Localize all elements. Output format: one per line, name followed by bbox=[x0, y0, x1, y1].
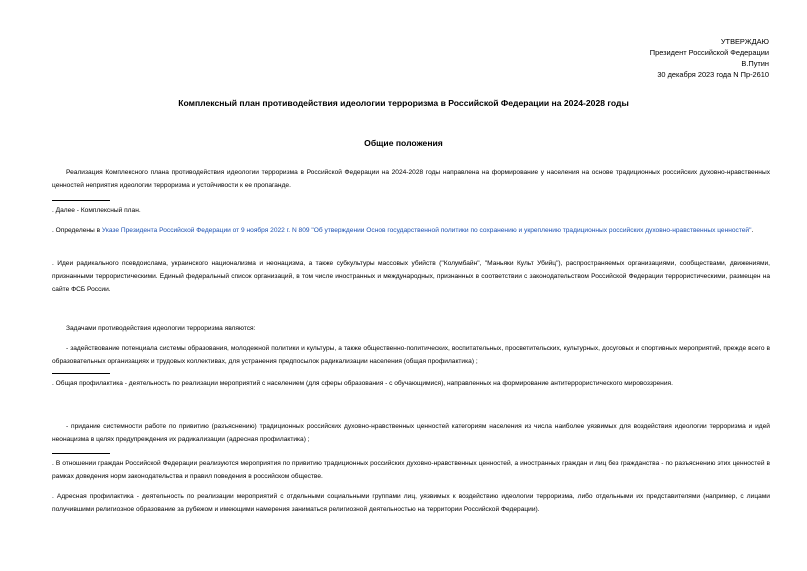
task-1-end: ; bbox=[474, 358, 478, 365]
footnote-5 bbox=[52, 457, 770, 483]
decree-link[interactable]: Указе Президента Российской Федерации от 9 ноября 2022 г. N 809 "Об утверждении Основ государственной политики по сохранению и укреплению традиционных российских духовно-нравственных ценностей" bbox=[101, 227, 752, 234]
task-2-text-b: традиционных российских духовно-нравственных ценностей категориям населения из числа наиболее уязвимых для воздействия идеологии терроризма и идей неонацизма в целях предупреждения их радикализации (адресная профилактика) bbox=[52, 423, 770, 443]
footnote-1-text: . Далее - Комплексный план. bbox=[52, 207, 141, 214]
approval-position: Президент Российской Федерации bbox=[649, 48, 769, 57]
footnote-6 bbox=[52, 490, 770, 516]
footnote-4-text: . Общая профилактика - деятельность по реализации мероприятий с населением (для сферы образования - с обучающимися), направленных на формирование антитеррористического мировоззрения. bbox=[52, 380, 673, 387]
approval-label: УТВЕРЖДАЮ bbox=[720, 37, 769, 46]
task-targeted-prevention bbox=[52, 420, 770, 446]
approval-date: 30 декабря 2023 года N Пр-2610 bbox=[657, 70, 769, 79]
intro-text-d: и устойчивости к ее пропаганде. bbox=[189, 182, 291, 189]
footnote-3 bbox=[52, 257, 770, 296]
approval-block bbox=[509, 36, 769, 80]
footnote-6-text: . Адресная профилактика - деятельность по реализации мероприятий с отдельными социальными группами лиц, уязвимых к воздействию идеологии терроризма, либо отдельными их представителями (например, с лицами получившими религиозное образование за рубежом и имеющими намерения заниматься религиозной деятельностью на территории Российской Федерации). bbox=[52, 493, 770, 513]
document-title: Комплексный план противодействия идеологии терроризма в Российской Федерации на 2024-2028 годы bbox=[178, 98, 629, 108]
footnote-4 bbox=[52, 377, 770, 390]
footnote-5-text: . В отношении граждан Российской Федерации реализуются мероприятия по привитию традиционных российских духовно-нравственных ценностей, а иностранных граждан и лиц без гражданства - по разъяснению этих ценностей в рамках доведения норм законодательства и правил поведения в российском обществе. bbox=[52, 460, 770, 480]
footnote-separator-2 bbox=[52, 373, 110, 374]
task-2-text: - придание системности работе по привитию (разъяснению) bbox=[66, 423, 257, 430]
intro-text-a: Реализация Комплексного плана противодействия идеологии терроризма в Российской Федерации на 2024-2028 годы bbox=[66, 169, 441, 176]
footnote-separator-3 bbox=[52, 453, 110, 454]
footnote-2-end: . bbox=[751, 227, 754, 234]
intro-text-b: направлена на формирование у населения на основе традиционных российских духовно-нравственных ценностей bbox=[52, 169, 770, 189]
section-title: Общие положения bbox=[364, 138, 443, 148]
intro-text-c: неприятия идеологии терроризма bbox=[83, 182, 190, 189]
intro-paragraph bbox=[52, 166, 770, 192]
footnote-separator bbox=[52, 200, 110, 201]
task-2-end: ; bbox=[305, 436, 310, 443]
approval-signatory: В.Путин bbox=[741, 59, 769, 68]
footnote-3-text: . Идеи радикального псевдоислама, украинского национализма и неонацизма, а также субкультуры массовых убийств ("Колумбайн", "Маньяки Культ Убийц"), распространяемых организациями, сообществами, движениями, признанными террористическими. Единый федеральный список организаций, в том числе иностранных и международных, признанных в соответствии с законодательством Российской Федерации террористическими, размещен на сайте ФСБ России. bbox=[52, 260, 770, 293]
footnote-1 bbox=[52, 204, 770, 217]
task-1-text: - задействование потенциала системы образования, молодежной политики и культуры, а также общественно-политических, воспитательных, просветительских, культурных, досуговых и спортивных мероприятий, прежде всего в образовательных организациях и трудовых коллективах, для устранения предпосылок радикализации населения (общая профилактика) bbox=[52, 345, 770, 365]
footnote-2-text: . Определены в bbox=[52, 227, 102, 234]
task-general-prevention bbox=[52, 342, 770, 368]
footnote-2 bbox=[52, 224, 770, 237]
tasks-heading: Задачами противодействия идеологии терроризма являются: bbox=[66, 325, 256, 332]
